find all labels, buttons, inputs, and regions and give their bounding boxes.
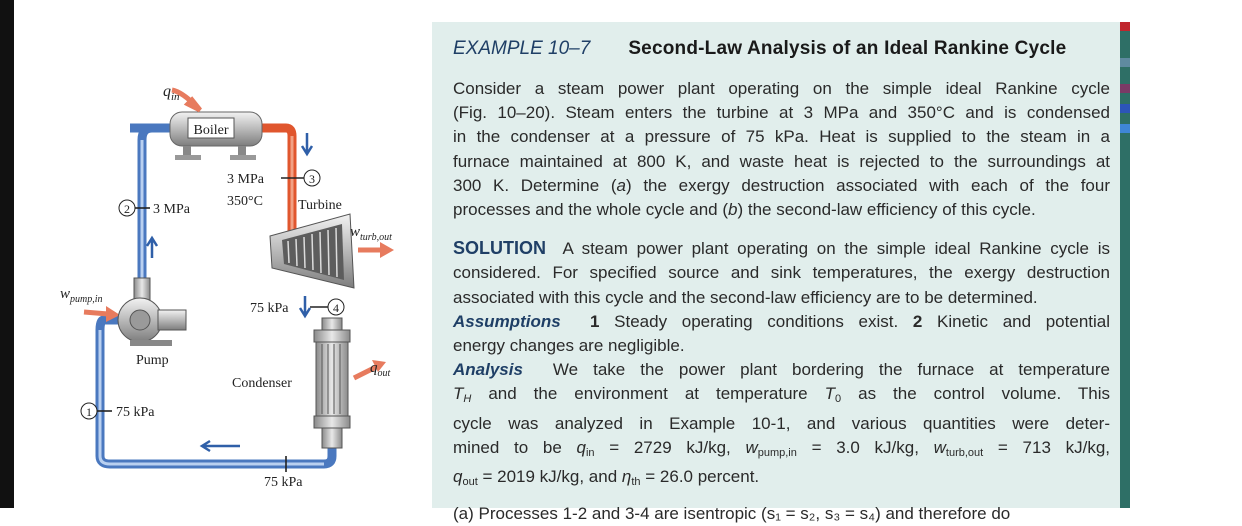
state-1-pressure: 75 kPa (116, 405, 155, 420)
turbine-label: Turbine (298, 198, 342, 213)
work-out-arrow-icon (380, 242, 394, 258)
solution-heading: SOLUTION (453, 238, 546, 259)
solution-line: associated with this cycle and the second-law efficiency are to be determined. (453, 287, 1038, 307)
analysis-line: $T_H$ and the environment at temperature $T_0$ as the control volume. This (453, 384, 1110, 406)
problem-line: in the condenser at a pressure of 75 kPa. Heat is supplied to the steam in a (453, 127, 1110, 147)
color-tab-lightblue (1120, 124, 1130, 133)
flow-arrow-up-icon (147, 238, 157, 258)
problem-line: processes and the whole cycle and (b) the second-law efficiency of this cycle. (453, 200, 1036, 220)
condenser (314, 318, 350, 448)
q-in-label: $q_{in}$ (163, 83, 180, 103)
example-title: Second-Law Analysis of an Ideal Rankine Cycle (628, 38, 1067, 59)
analysis-line: $q_{out} = 2019$ kJ/kg, and $\eta_{th} = 26.0$ percent. (453, 467, 760, 489)
left-edge-bar (0, 0, 14, 508)
problem-line: Consider a steam power plant operating on the simple ideal Rankine cycle (453, 79, 1110, 98)
sidebar-strip (1120, 22, 1130, 508)
bottom-pressure: 75 kPa (264, 475, 303, 490)
w-pump-label: $w_{pump,in}$ (60, 286, 103, 305)
flow-arrow-left-icon (202, 441, 240, 451)
turbine (270, 214, 354, 288)
state-3-pressure: 3 MPa (227, 172, 264, 187)
problem-line: 300 K. Determine (a) the exergy destruction associated with each of the four (453, 175, 1110, 195)
problem-line: (Fig. 10–20). Steam enters the turbine at 3 MPa and 350°C and is condensed (453, 103, 1110, 123)
example-heading (453, 37, 1110, 61)
partial-line: (a) Processes 1-2 and 3-4 are isentropic (s₁ = s₂, s₃ = s₄) and therefore do (453, 504, 1011, 524)
color-tab-purple (1120, 84, 1130, 93)
w-turb-label: $w_{turb,out}$ (350, 224, 392, 243)
color-tab-red (1120, 22, 1130, 31)
assumptions-line: Assumptions 1 Steady operating conditions exist. 2 Kinetic and potential (453, 311, 1110, 331)
flow-arrow-down-2-icon (300, 296, 310, 316)
rankine-cycle-figure (60, 0, 420, 508)
condenser-label: Condenser (232, 376, 292, 391)
analysis-line: Analysis We take the power plant bordering the furnace at temperature (453, 360, 1110, 380)
state-2-pressure: 3 MPa (153, 202, 190, 217)
boiler-label: Boiler (193, 123, 229, 138)
assumptions-heading: Assumptions (453, 311, 561, 331)
boiler (170, 112, 262, 160)
pump (118, 278, 186, 346)
pump-label: Pump (136, 353, 169, 368)
color-tab-teal (1120, 40, 1130, 49)
state-4-number: 4 (333, 301, 339, 315)
flow-arrow-down-icon (302, 133, 312, 154)
state-4-pressure: 75 kPa (250, 301, 289, 316)
color-tab-blue (1120, 104, 1130, 113)
example-number: EXAMPLE 10–7 (453, 38, 591, 59)
analysis-line: cycle was analyzed in Example 10-1, and various quantities were deter- (453, 413, 1110, 433)
assumptions-line: energy changes are negligible. (453, 336, 685, 356)
q-out-label: $q_{out}$ (370, 360, 391, 379)
state-1-number: 1 (86, 405, 92, 419)
state-3-number: 3 (309, 172, 315, 186)
example-panel (432, 22, 1120, 524)
state-2-number: 2 (124, 202, 130, 216)
solution-line: SOLUTION A steam power plant operating on the simple ideal Rankine cycle is (453, 238, 1110, 259)
analysis-heading: Analysis (453, 360, 523, 380)
solution-line: considered. For specified source and sink temperatures, the exergy destruction (453, 263, 1110, 283)
analysis-line: mined to be $q_{in} = 2729$ kJ/kg, $w_{pump,in} = 3.0$ kJ/kg, $w_{turb,out} = 713$ kJ/kg, (453, 437, 1110, 459)
state-3-temperature: 350°C (227, 194, 263, 209)
color-tab-steel (1120, 58, 1130, 67)
problem-line: furnace maintained at 800 K, and waste heat is rejected to the surroundings at (453, 151, 1110, 171)
